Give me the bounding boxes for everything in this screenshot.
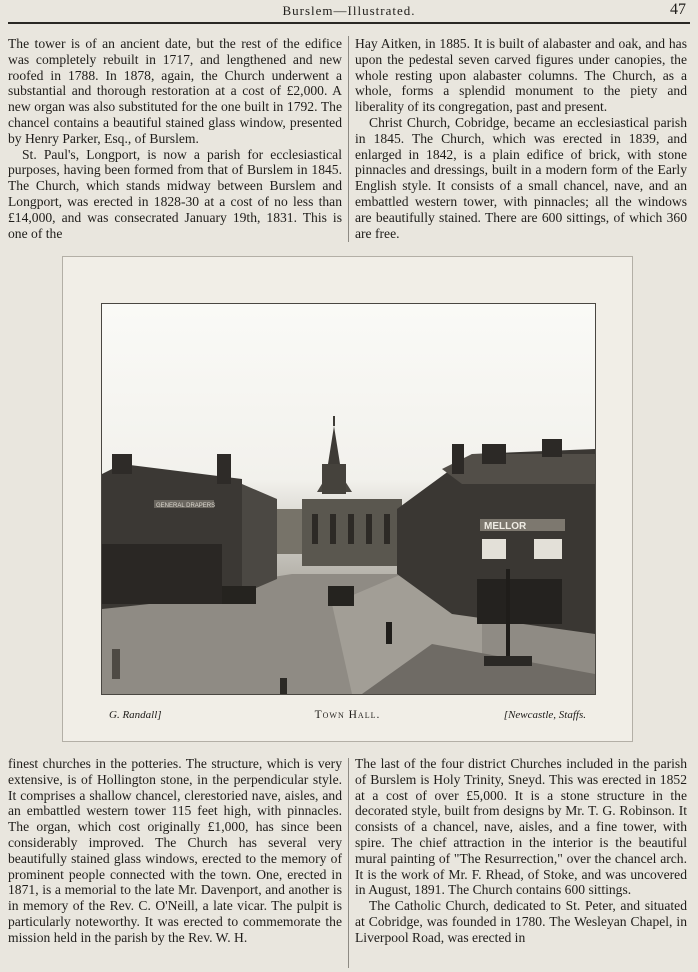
bottom-right-column [355, 756, 687, 968]
street-scene-illustration [102, 304, 595, 694]
paragraph: Christ Church, Cobridge, became an ecclesiastical parish in 1845. The Church, which was erected in 1839, and enlarged in 1842, is a plain edifice of brick, with stone pinnacles and dressings, built in a modern form of the Early English style. It consists of a small chancel, nave, and an embattled western tower, with pinnacles; all the windows are beautifully stained. There are 600 sittings, of which 360 are free. [355, 114, 687, 241]
running-header [8, 0, 690, 24]
top-right-column [355, 36, 687, 242]
paragraph: The last of the four district Churches included in the parish of Burslem is Holy Trinity, Sneyd. This was erected in 1852 at a cost of over £5,000. It is a stone structure in the decorated style, built from designs by Mr. T. G. Robinson. It consists of a chancel, nave, aisles, and a fine tower, with spire. The chief attraction in the interior is the beautiful mural painting of "The Resurrection," over the chancel arch. It is the work of Mr. F. Rhead, of Stoke, and was uncovered in August, 1891. The Church contains 600 sittings. [355, 756, 687, 898]
shop-sign-left: GENERAL DRAPERS [156, 503, 216, 509]
photo-title: Town Hall. [314, 709, 381, 721]
town-hall-photograph [101, 303, 596, 695]
paragraph: finest churches in the potteries. The structure, which is very extensive, is of Hollington stone, in the perpendicular style. It comprises a shallow chancel, clerestoried nave, aisles, and an embattled western tower 115 feet high, with pinnacles. The organ, which cost originally £1,000, has since been considerably improved. The Church has several very beautifully stained glass windows, erected to the memory of prominent people connected with the town. One, erected in 1871, is a memorial to the late Mr. Davenport, and another is in memory of the Rev. C. O'Neill, a late vicar. The pulpit is particularly noteworthy. It was erected to commemorate the mission held in the parish by the Rev. W. H. [8, 756, 342, 945]
paragraph: St. Paul's, Longport, is now a parish for ecclesiastical purposes, having been formed from that of Burslem in 1845. The Church, which stands midway between Burslem and Longport, was erected in 1828-30 at a cost of no less than £14,000, and was consecrated January 19th, 1831. This is one of the [8, 146, 342, 241]
page-number: 47 [670, 1, 686, 18]
bottom-left-column [8, 756, 342, 968]
photo-plate [62, 256, 633, 742]
paragraph: The tower is of an ancient date, but the rest of the edifice was completely rebuilt in 1717, and lengthened and new roofed in 1788. In 1878, again, the Church underwent a substantial and thorough restoration at a cost of £2,000. A new organ was also substituted for the one built in 1792. The chancel contains a beautiful stained glass window, presented by Henry Parker, Esq., of Burslem. [8, 36, 342, 146]
column-divider [348, 758, 349, 968]
photo-credit: G. Randall] [109, 709, 162, 721]
shop-sign-right: MELLOR [484, 521, 527, 532]
column-divider [348, 36, 349, 242]
top-left-column [8, 36, 342, 242]
paragraph: Hay Aitken, in 1885. It is built of alabaster and oak, and has upon the pedestal seven carved figures under canopies, the whole resting upon alabaster columns. The Church, as a whole, forms a splendid monument to the piety and liberality of its congregation, past and present. [355, 36, 687, 115]
paragraph: The Catholic Church, dedicated to St. Peter, and situated at Cobridge, was founded in 1780. The Wesleyan Chapel, in Liverpool Road, was erected in [355, 898, 687, 945]
photo-location: [Newcastle, Staffs. [503, 709, 586, 721]
running-title: Burslem—Illustrated. [282, 3, 416, 18]
